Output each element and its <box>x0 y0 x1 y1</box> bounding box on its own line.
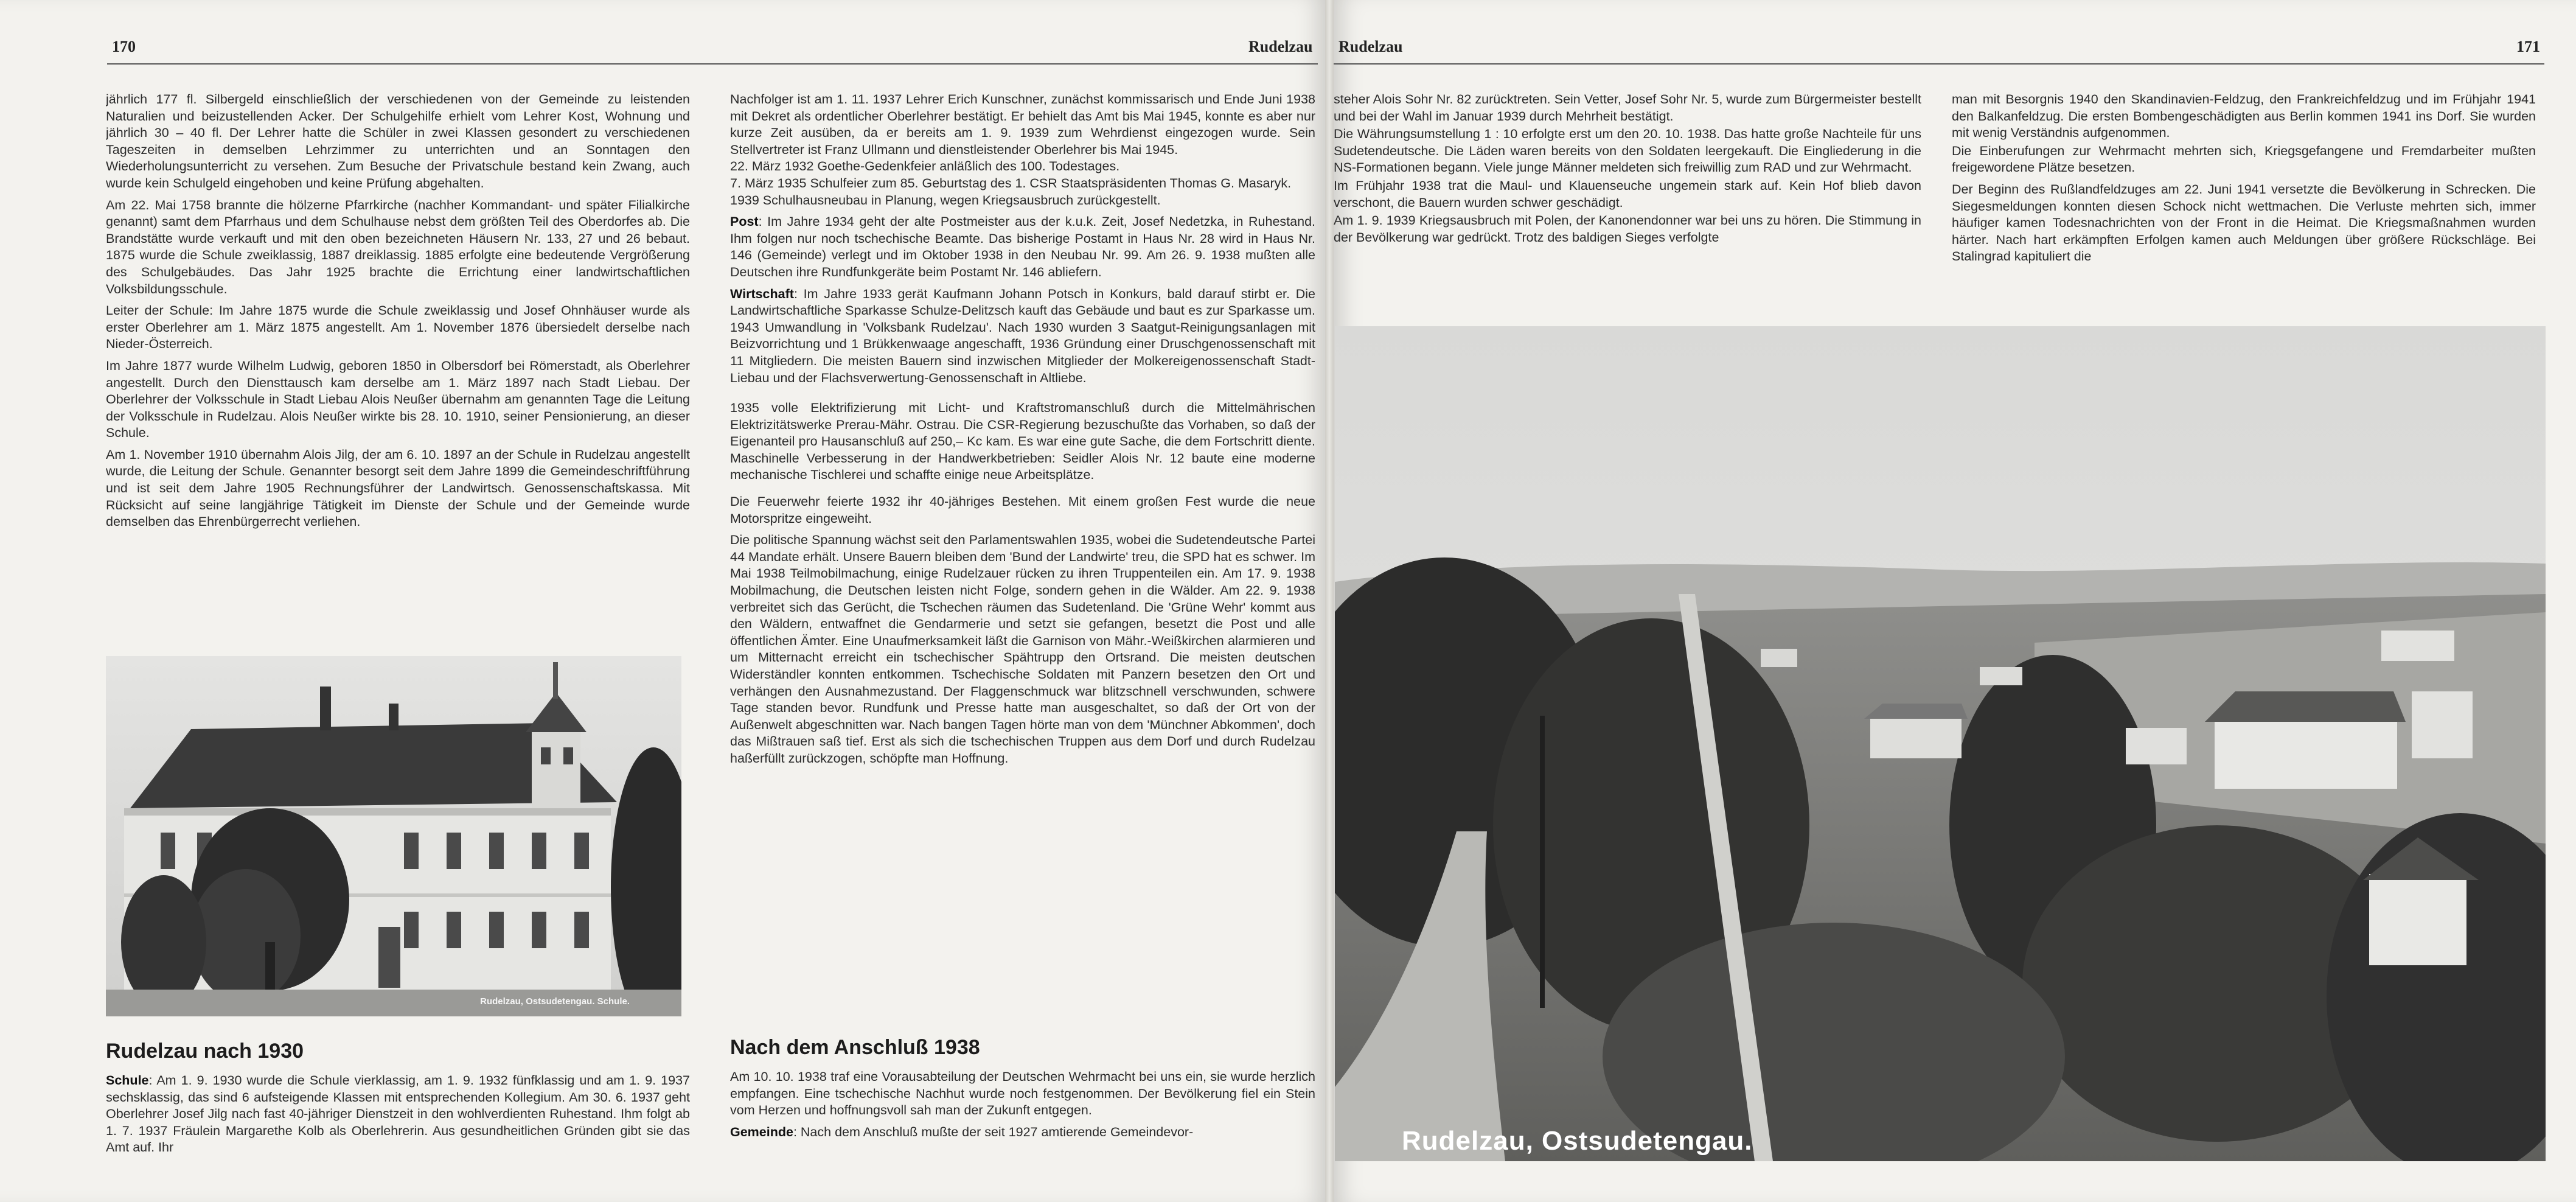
paragraph-body: : Am 1. 9. 1930 wurde die Schule vierklassig, am 1. 9. 1932 fünfklassig und am 1. 9. 1937 sechsklassig, das sind 6 aufsteigende Klassen mit entsprechenden Kollegium. Am 30. 6. 1937 geht Oberlehrer Josef Jilg nach fast 40-jähriger Dienstzeit in den wohlverdienten Ruhestand. Ihm folgt ab 1. 7. 1937 Fräulein Margarethe Kolb als Oberlehrerin. Aus gesundheitlichen Gründen gibt sie das Amt auf. Ihr <box>106 1073 690 1155</box>
header-rule-right <box>1334 63 2544 65</box>
paragraph: Im Jahre 1877 wurde Wilhelm Ludwig, geboren 1850 in Olbersdorf bei Römerstadt, als Oberlehrer angestellt. Durch den Diensttausch kam derselbe am 1. März 1897 nach Stadt Liebau. Der Oberlehrer der Volksschule in Stadt Liebau Alois Neußer übernahm am genannten Tage die Leitung der Volksschule in Rudelzau. Alois Neußer wirkte bis 28. 10. 1910, seiner Pensionierung, an dieser Schule. <box>106 358 690 441</box>
page-number-left: 170 <box>112 38 136 55</box>
paragraph-body: : Im Jahre 1933 gerät Kaufmann Johann Potsch in Konkurs, bald darauf stirbt er. Die Landwirtschaftliche Sparkasse Schulze-Delitzsch kauft das Gebäude und baut es zur Sparkasse um. 1943 Umwandlung in 'Volksbank Rudelzau'. Nach 1930 wurden 3 Saatgut-Reinigungsanlagen mit Beizvorrichtung und 1 Brükkenwaage angeschafft, 1936 Gründung einer Druschgenossenschaft mit 11 Mitgliedern. Die meisten Bauern sind inzwischen Mitglieder der Molkereigenossenschaft Stadt-Liebau und der Flachsverwertung-Genossenschaft in Altliebe. <box>730 286 1315 385</box>
paragraph <box>106 1072 690 1156</box>
school-photo <box>106 656 681 1016</box>
paragraph: man mit Besorgnis 1940 den Skandinavien-Feldzug, den Frankreichfeldzug und im Frühjahr 1941 den Balkanfeldzug. Die ersten Bombengeschädigten aus Berlin kommen 1941 ins Dorf. Sie wurden mit wenig Verständnis aufgenommen. <box>1952 92 2536 141</box>
running-head-right: Rudelzau <box>1338 38 1403 55</box>
paragraph: Im Frühjahr 1938 trat die Maul- und Klauenseuche ungemein stark auf. Kein Hof blieb davon verschont, die Bauern wurden schwer geschädigt. <box>1334 178 1921 210</box>
paragraph-lead: Schule <box>106 1073 149 1088</box>
paragraph-body: : Nach dem Anschluß mußte der seit 1927 amtierende Gemeindevor- <box>793 1124 1194 1139</box>
left-column-1-school-text <box>106 1072 690 1170</box>
paragraph: steher Alois Sohr Nr. 82 zurücktreten. Sein Vetter, Josef Sohr Nr. 5, wurde zum Bürgermeister bestellt und bei der Wahl im Januar 1939 durch Mehrheit bestätigt. <box>1334 92 1921 124</box>
paragraph: Der Beginn des Rußlandfeldzuges am 22. Juni 1941 versetzte die Bevölkerung in Schrecken. Die Siegesmeldungen konnten diesen Schock nicht wettmachen. Die Verluste mehrten sich, immer häufiger kamen Todesnachrichten von der Front in die Heimat. Die Kriegsmaßnahmen wurden härter. Nach hart erkämpften Erfolgen kamen auch Meldungen über größere Rückschläge. Bei Stalingrad kapituliert die <box>1952 181 2536 264</box>
village-landscape-illustration <box>1335 326 2546 1161</box>
section-heading-nach-dem-anschluss-1938: Nach dem Anschluß 1938 <box>730 1036 980 1059</box>
paragraph: 22. März 1932 Goethe-Gedenkfeier anläßlich des 100. Todestages. <box>730 159 1120 174</box>
paragraph: Die politische Spannung wächst seit den Parlamentswahlen 1935, wobei die Sudetendeutsche Partei 44 Mandate erhält. Unsere Bauern bleiben dem 'Bund der Landwirte' treu, die SPD hat es schwer. Im Mai 1938 Teilmobilmachung, einige Rudelzauer rücken zu ihren Truppenteilen ein. Am 17. 9. 1938 Mobilmachung, die Deutschen leisten nicht Folge, sondern gehen in die Wälder. Am 22. 9. 1938 verbreitet sich das Gerücht, die Tschechen räumen das Sudetenland. Die 'Grüne Wehr' kommt aus den Wäldern, entwaffnet die Gendarmerie und setzt sie gefangen, besetzt die Post und alle öffentlichen Ämter. Eine Unaufmerksamkeit läßt die Garnison von Mähr.-Weißkirchen alarmieren und um Mitternacht erreicht ein tschechischer Spähtrupp den Ortsrand. Die meisten deutschen Widerständler konnten entkommen. Tschechische Soldaten mit Panzern besetzen den Ort und verhängen den Ausnahmezustand. Der Flaggenschmuck war blitzschnell verschwunden, schwere Tage standen bevor. Rundfunk und Presse hatte man ausgeschaltet, so daß der Ort von der Außenwelt abgeschnitten war. Nach bangen Tagen hörte man von dem 'Münchner Abkommen', doch das Mißtrauen saß tief. Erst als sich die tschechischen Truppen aus dem Dorf und durch Rudelzau haßerfüllt zurückzogen, schöpfte man Hoffnung. <box>730 533 1315 766</box>
paragraph-gemeinde <box>730 1124 1315 1141</box>
school-photo-caption: Rudelzau, Ostsudetengau. Schule. <box>480 996 630 1007</box>
book-gutter <box>1325 0 1334 1202</box>
paragraph-body: : Im Jahre 1934 geht der alte Postmeister aus der k.u.k. Zeit, Josef Nedetzka, in Ruhestand. Ihm folgen nur noch tschechische Beamte. Das bisherige Postamt in Haus Nr. 28 wird in Haus Nr. 146 (Gemeinde) verlegt und im Oktober 1938 in den Neubau Nr. 99. Am 26. 9. 1938 mußten alle Deutschen ihre Rundfunkgeräte beim Postamt Nr. 146 abliefern. <box>730 214 1315 279</box>
left-column-2-text <box>730 91 1315 1026</box>
right-column-1-text <box>1334 91 1921 298</box>
paragraph: Am 22. Mai 1758 brannte die hölzerne Pfarrkirche (nachher Kommandant- und später Filialkirche genannt) samt dem Pfarrhaus und dem Schulhause nebst dem größten Teil des Oberdorfes ab. Die Brandstätte wurde verkauft und mit den oben bezeichneten Häusern Nr. 133, 27 und 26 bebaut. 1875 wurde die Schule zweiklassig, 1887 dreiklassig. 1885 erfolgte eine bedeutende Vergrößerung des Schulgebäudes. Das Jahr 1925 brachte die Errichtung einer landwirtschaftlichen Volksbildungsschule. <box>106 197 690 296</box>
paragraph: Die Einberufungen zur Wehrmacht mehrten sich, Kriegsgefangene und Fremdarbeiter mußten freigewordene Plätze besetzen. <box>1952 143 2536 175</box>
paragraph: jährlich 177 fl. Silbergeld einschließlich der verschiedenen von der Gemeinde zu leistenden Naturalien und beizustellenden Acker. Der Schulgehilfe erhielt vom Lehrer Kost, Wohnung und jährlich 30 – 40 fl. Der Lehrer hatte die Schüler in zwei Klassen gesondert zu verschiedenen Tageszeiten in demselben Lehrzimmer zu unterrichten und an Sonntagen den Wiederholungsunterricht zu versehen. Zum Besuche der Privatschule bestand kein Zwang, auch wurde kein Schulgeld eingehoben und keine Prüfung abgehalten. <box>106 92 690 190</box>
paragraph: 1939 Schulhausneubau in Planung, wegen Kriegsausbruch zurückgestellt. <box>730 192 1161 208</box>
school-building-illustration <box>106 656 681 1016</box>
paragraph: Nachfolger ist am 1. 11. 1937 Lehrer Erich Kunschner, zunächst kommissarisch und Ende Juni 1938 mit Dekret als ordentlicher Oberlehrer bestätigt. Er behielt das Amt bis Mai 1945, konnte es aber nur kurze Zeit ausüben, da er bereits am 1. 9. 1939 zum Wehrdienst eingezogen wurde. Sein Stellvertreter ist Franz Ullmann und dienstleistender Oberlehrer bis Mai 1945. <box>730 92 1315 157</box>
paragraph: Die Währungsumstellung 1 : 10 erfolgte erst um den 20. 10. 1938. Das hatte große Nachteile für uns Sudetendeutsche. Die Läden waren bereits von den Soldaten leergekauft. Die Eingliederung in die NS-Formationen begann. Viele junge Männer meldeten sich freiwillig zum RAD und zur Wehrmacht. <box>1334 127 1921 175</box>
paragraph: Am 10. 10. 1938 traf eine Vorausabteilung der Deutschen Wehrmacht bei uns ein, sie wurde herzlich empfangen. Eine tschechische Nachhut wurde noch festgenommen. Der Bevölkerung fiel ein Stein vom Herzen und hoffnungsvoll sah man der Zukunft entgegen. <box>730 1069 1315 1118</box>
left-column-2-end-text <box>730 1069 1315 1172</box>
paragraph: 1935 volle Elektrifizierung mit Licht- und Kraftstromanschluß durch die Mittelmährischen Elektrizitätswerke Prerau-Mähr. Ostrau. Die CSR-Regierung bezuschußte das Vorhaben, so daß der Eigenanteil pro Hausanschluß auf 250,– Kc kam. Es war eine gute Sache, die dem Fortschritt diente. Maschinelle Verbesserung in der Handwerkbetrieben: Seidler Alois Nr. 12 baute eine moderne mechanische Tischlerei und schaffte einige neue Arbeitsplätze. <box>730 400 1315 483</box>
header-rule-left <box>107 63 1318 65</box>
left-column-1-text <box>106 91 690 633</box>
paragraph: Leiter der Schule: Im Jahre 1875 wurde die Schule zweiklassig und Josef Ohnhäuser wurde als erster Oberlehrer am 1. März 1875 angestellt. Am 1. November 1876 übersiedelt derselbe nach Nieder-Österreich. <box>106 303 690 352</box>
village-photo-caption: Rudelzau, Ostsudetengau. <box>1402 1126 1753 1156</box>
page-number-right: 171 <box>2516 38 2540 55</box>
right-page <box>1334 0 2576 1202</box>
paragraph-lead: Post <box>730 214 759 229</box>
paragraph: Am 1. 9. 1939 Kriegsausbruch mit Polen, der Kanonendonner war bei uns zu hören. Die Stimmung in der Bevölkerung war gedrückt. Trotz des baldigen Sieges verfolgte <box>1334 213 1921 245</box>
paragraph: Die Feuerwehr feierte 1932 ihr 40-jähriges Bestehen. Mit einem großen Fest wurde die neue Motorspritze eingeweiht. <box>730 494 1315 526</box>
paragraph: 7. März 1935 Schulfeier zum 85. Geburtstag des 1. CSR Staatspräsidenten Thomas G. Masaryk. <box>730 175 1292 190</box>
paragraph: Am 1. November 1910 übernahm Alois Jilg, der am 6. 10. 1897 an der Schule in Rudelzau angestellt wurde, die Leitung der Schule. Genannter besorgt seit dem Jahre 1899 die Gemeindeschriftführung und ist seit dem Jahre 1905 Rechnungsführer der Landwirtsch. Genossenschaftskassa. Mit Rücksicht auf seine langjährige Tätigkeit im Dienste der Schule und der Gemeinde wurde demselben das Ehrenbürgerrecht verliehen. <box>106 447 690 529</box>
paragraph-wirtschaft <box>730 286 1315 387</box>
paragraph-lead: Wirtschaft <box>730 286 794 301</box>
right-column-2-text <box>1952 91 2536 298</box>
section-heading-rudelzau-nach-1930: Rudelzau nach 1930 <box>106 1040 304 1063</box>
village-photo <box>1335 326 2546 1161</box>
paragraph-lead: Gemeinde <box>730 1124 793 1139</box>
running-head-left: Rudelzau <box>1248 38 1313 55</box>
paragraph-post <box>730 214 1315 281</box>
